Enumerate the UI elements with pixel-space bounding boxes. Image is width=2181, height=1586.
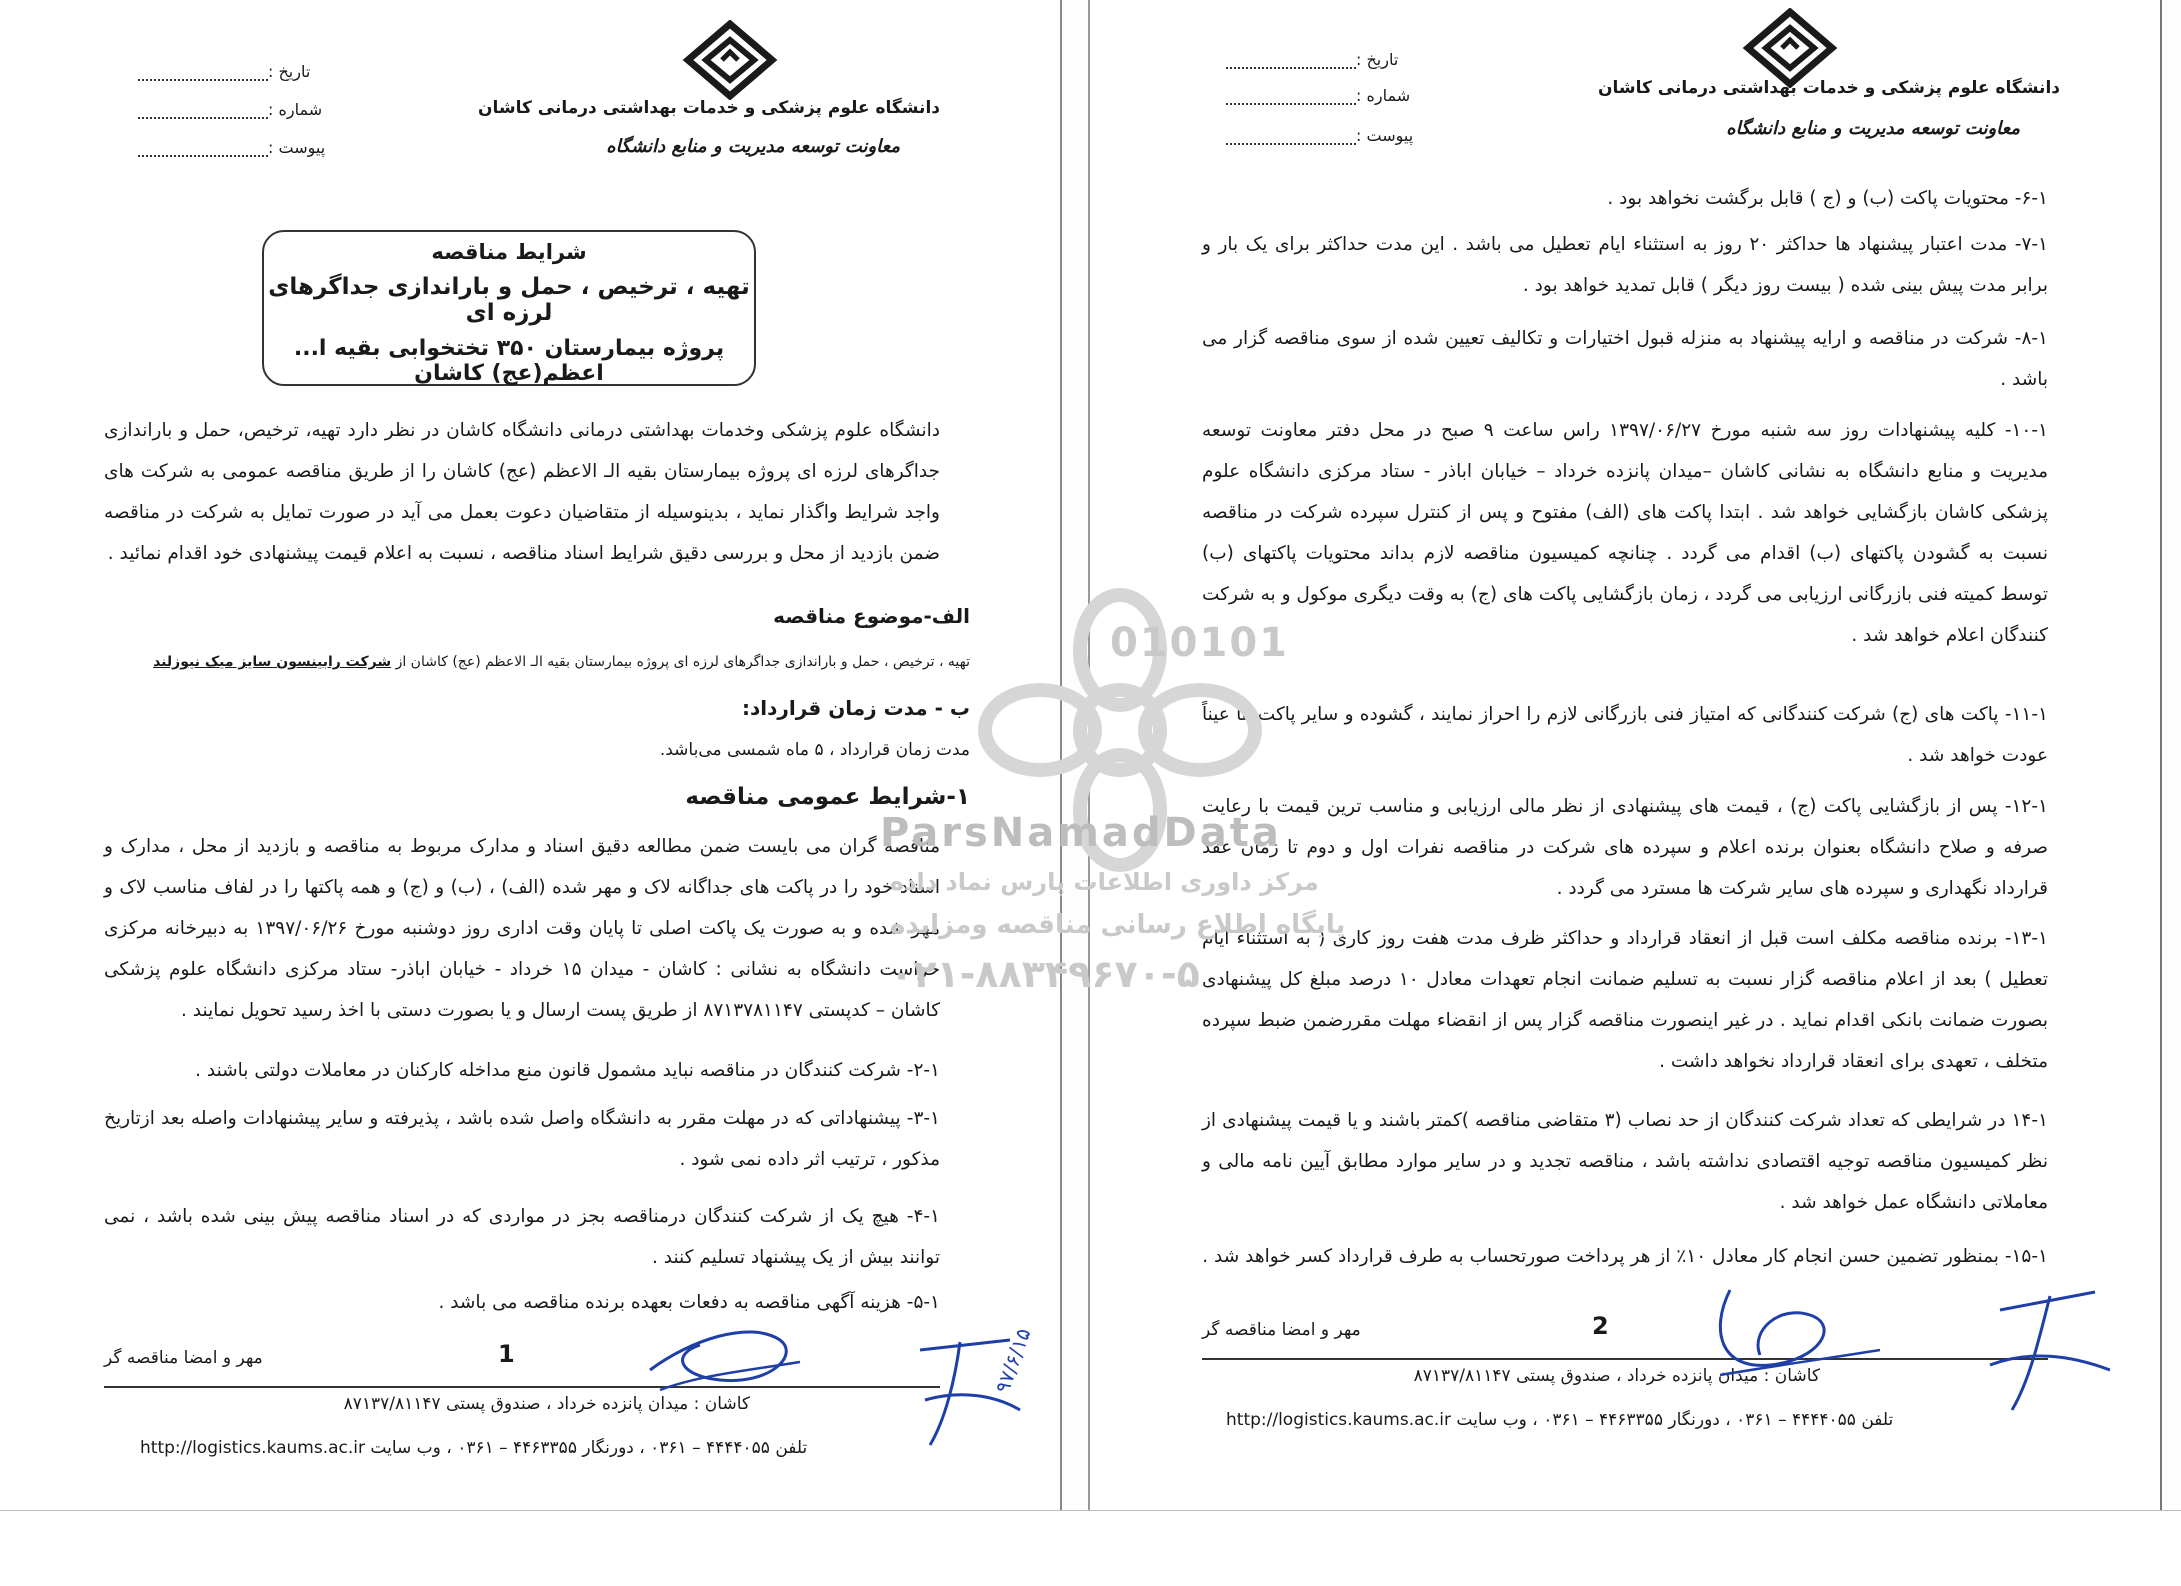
section-1-paragraph: مناقصه گران می بایست ضمن مطالعه دقیق اسناد و مدارک مربوط به مناقصه و بازدید از محل ، مدارک و اسناد خود را در پاکت های جداگانه لاک و مهر شده (الف) ، (ب) و (ج) و همه پاکتها را در لفاف مناسب لاک و مهر شده و به صورت یک پاکت اصلی تا پایان وقت اداری روز دوشنبه مورخ ۱۳۹۷/۰۶/۲۶ به دبیرخانه مرکزی حراست دانشگاه به نشانی : کاشان - میدان ۱۵ خرداد - خیابان اباذر- ستاد مرکزی دانشگاه علوم پزشکی کاشان – کدپستی ۸۷۱۳۷۸۱۱۴۷ از طریق پست ارسال و یا بصورت دستی با اخذ رسید تحویل نمایند .: [104, 836, 941, 1021]
date-row-2: [1216, 50, 1398, 69]
item-1-2: ۲-۱- شرکت کنندگان در مناقصه نباید مشمول قانون منع مداخله کارکنان در معاملات دولتی باشند .: [195, 1060, 940, 1081]
item-1-11: ۱۱-۱- پاکت های (ج) شرکت کنندگانی که امتیاز فنی بازرگانی لازم را احراز نمایند ، گشوده و سایر پاکت ها عیناً عودت خواهد شد .: [1202, 704, 2048, 766]
document-page-1: [0, 0, 1062, 1510]
footer-contact-2: [1226, 1410, 1893, 1430]
handwritten-date: ۹۷/۶/۱۵: [990, 1324, 1036, 1397]
attachment-field-line: [138, 155, 268, 157]
number-label-2: شماره :: [1356, 86, 1411, 105]
number-row: [128, 100, 322, 119]
attachment-row: [128, 138, 325, 157]
attachment-label-2: پیوست :: [1356, 126, 1414, 145]
department-name-2: معاونت توسعه مدیریت و منابع دانشگاه: [1726, 118, 2020, 139]
footer-phone-2: تلفن ۴۴۴۴۰۵۵ – ۰۳۶۱ ، دورنگار ۴۴۶۳۳۵۵ – ۰۳۶۱ ، وب سایت: [1456, 1410, 1894, 1430]
item-1-8: ۸-۱- شرکت در مناقصه و ارایه پیشنهاد به منزله قبول اختیارات و تکالیف تعیین شده از سوی مناقصه گزار می باشد .: [1202, 328, 2048, 390]
box-line-2: پروژه بیمارستان ۳۵۰ تختخوابی بقیه ا... اعظم(عج) کاشان: [293, 336, 725, 386]
section-1-title: ۱-شرایط عمومی مناقصه: [685, 784, 970, 810]
number-row-2: [1216, 86, 1410, 105]
university-name: دانشگاه علوم پزشکی و خدمات بهداشتی درمانی کاشان: [477, 98, 940, 118]
section-a-company: شرکت رابینسون سایز میک نیوزلند: [153, 654, 392, 670]
signature-label: مهر و امضا مناقصه گر: [104, 1348, 263, 1368]
item-1-4: ۴-۱- هیچ یک از شرکت کنندگان درمناقصه بجز در مواردی که در اسناد مناقصه پیش بینی شده باشد ، نمی توانند بیش از یک پیشنهاد تسلیم کنند .: [104, 1206, 940, 1268]
page-number-2: 2: [1592, 1312, 1609, 1340]
item-1-10: ۱۰-۱- کلیه پیشنهادات روز سه شنبه مورخ ۱۳۹۷/۰۶/۲۷ راس ساعت ۹ صبح در محل دفتر معاونت توسعه مدیریت و منابع دانشگاه به نشانی کاشان –میدان پانزده خرداد – خیابان اباذر - ستاد مرکزی دانشگاه علوم پزشکی کاشان بازگشایی خواهد شد . ابتدا پاکت های (الف) مفتوح و پس از کنترل سپرده شرکت در مناقصه نسبت به گشودن پاکتهای (ب) اقدام می گردد . چنانچه کمیسیون مناقصه لازم بداند محتویات پاکتهای (ب) توسط کمیته فنی بازرگانی ارزیابی می گردد ، زمان بازگشایی پاکت های (ج) به وقت دیگری موکول و به شرکت کنندگان اعلام خواهد شد .: [1202, 420, 2048, 646]
university-logo-icon: [682, 20, 778, 100]
item-1-12: ۱۲-۱- پس از بازگشایی پاکت (ج) ، قیمت های پیشنهادی از نظر مالی ارزیابی و مناسب ترین قیمت با رعایت صرفه و صلاح دانشگاه بعنوان برنده اعلام و سپرده های شرکت در مناقصه نفرات اول و دوم تا زمان عقد قرارداد نگهداری و سپرده های سایر شرکت ها مسترد می گردد .: [1202, 796, 2048, 899]
date-label-2: تاریخ :: [1356, 50, 1399, 69]
handwritten-signature-icon: [630, 1300, 810, 1420]
section-b-title: ب - مدت زمان قرارداد:: [741, 696, 970, 720]
number-label: شماره :: [268, 100, 323, 119]
footer-rule: [104, 1386, 940, 1388]
box-title: شرایط مناقصه: [431, 240, 587, 264]
intro-paragraph: دانشگاه علوم پزشکی وخدمات بهداشتی درمانی دانشگاه کاشان در نظر دارد تهیه، ترخیص، حمل و باراندازی جداگرهای لرزه ای پروژه بیمارستان بقیه الـ الاعظم (عج) کاشان را از طریق مناقصه عمومی به شرکت های واجد شرایط واگذار نماید ، بدینوسیله از متقاضیان دعوت بعمل می آید در صورت تمایل به شرکت در مناقصه ضمن بازدید از محل و بررسی دقیق شرایط اسناد مناقصه ، نسبت به اعلام قیمت پیشنهادی خود اقدام نمائید .: [104, 420, 940, 564]
watermark-brand: ParsNamadData: [880, 810, 1282, 856]
footer-website-link[interactable]: http://logistics.kaums.ac.ir: [140, 1438, 366, 1458]
item-1-3: ۳-۱- پیشنهاداتی که در مهلت مقرر به دانشگاه واصل شده باشد ، پذیرفته و سایر پیشنهادات واصله بعد ازتاریخ مذکور ، ترتیب اثر داده نمی شود .: [104, 1108, 940, 1170]
handwritten-signature-icon-2: [1690, 1270, 1890, 1400]
footer-phone: تلفن ۴۴۴۴۰۵۵ – ۰۳۶۱ ، دورنگار ۴۴۶۳۳۵۵ – ۰۳۶۱ ، وب سایت: [370, 1438, 808, 1458]
number-field-line: [138, 117, 268, 119]
footer-address: کاشان : میدان پانزده خرداد ، صندوق پستی ۸۷۱۳۷/۸۱۱۴۷: [343, 1394, 750, 1414]
attachment-row-2: [1216, 126, 1413, 145]
department-name: معاونت توسعه مدیریت و منابع دانشگاه: [606, 136, 900, 157]
box-line-1: تهیه ، ترخیص ، حمل و باراندازی جداگرهای لرزه ای: [268, 274, 750, 326]
attachment-label: پیوست :: [268, 138, 326, 157]
handwritten-initials-icon-2: [1970, 1280, 2120, 1420]
item-1-15: ۱۵-۱- بمنظور تضمین حسن انجام کار معادل ۱۰٪ از هر پرداخت صورتحساب به طرف قرارداد کسر خواهد شد .: [1202, 1246, 2048, 1267]
item-1-5: ۵-۱- هزینه آگهی مناقصه به دفعات بعهده برنده مناقصه می باشد .: [438, 1292, 940, 1313]
signature-label-2: مهر و امضا مناقصه گر: [1202, 1320, 1361, 1340]
page-number: 1: [498, 1340, 515, 1368]
footer-website-link-2[interactable]: http://logistics.kaums.ac.ir: [1226, 1410, 1452, 1430]
watermark-line-1: مرکز داوری اطلاعات پارس نماد داده: [890, 868, 1319, 896]
watermark-digits: 010101: [1110, 620, 1289, 666]
scan-bottom-margin: [0, 1510, 2181, 1586]
date-field-line: [138, 79, 268, 81]
item-1-7: ۷-۱- مدت اعتبار پیشنهاد ها حداکثر ۲۰ روز به استثناء ایام تعطیل می باشد . این مدت حداکثر برای یک بار و برابر مدت پیش بینی شده ( بیست روز دیگر ) قابل تمدید خواهد بود .: [1202, 234, 2048, 296]
item-1-6: ۶-۱- محتویات پاکت (ب) و (ج ) قابل برگشت نخواهد بود .: [1607, 188, 2048, 209]
item-1-14: ۱۴-۱ در شرایطی که تعداد شرکت کنندگان از حد نصاب (۳ متقاضی مناقصه )کمتر باشند و یا قیمت پیشنهادی از نظر کمیسیون مناقصه توجیه اقتصادی نداشته باشد ، مناقصه تجدید و در سایر موارد مطابق آیین نامه مالی و معاملاتی دانشگاه عمل خواهد شد .: [1202, 1110, 2048, 1213]
attachment-field-line-2: [1226, 143, 1356, 145]
university-logo-icon-2: [1742, 8, 1838, 88]
university-name-2: دانشگاه علوم پزشکی و خدمات بهداشتی درمانی کاشان: [1597, 78, 2060, 98]
date-field-line-2: [1226, 67, 1356, 69]
section-a-text: تهیه ، ترخیص ، حمل و باراندازی جداگرهای لرزه ای پروژه بیمارستان بقیه الـ الاعظم (عج) کاشان از شرکت رابینسون سایز میک نیوزلند: [153, 654, 970, 670]
footer-contact: [140, 1438, 807, 1458]
watermark-phone: ۰۲۱-۸۸۳۴۹۶۷۰-۵: [890, 952, 1200, 996]
footer-address-2: کاشان : میدان پانزده خرداد ، صندوق پستی ۸۷۱۳۷/۸۱۱۴۷: [1413, 1366, 1820, 1386]
section-b-text: مدت زمان قرارداد ، ۵ ماه شمسی می‌باشد.: [659, 740, 970, 760]
date-label: تاریخ :: [268, 62, 311, 81]
watermark-line-2: پایگاه اطلاع رسانی مناقصه ومزایده: [890, 910, 1346, 940]
footer-rule-2: [1202, 1358, 2048, 1360]
section-a-title: الف-موضوع مناقصه: [773, 604, 970, 628]
number-field-line-2: [1226, 103, 1356, 105]
date-row: [128, 62, 310, 81]
item-1-13: ۱۳-۱- برنده مناقصه مکلف است قبل از انعقاد قرارداد و حداکثر ظرف مدت هفت روز کاری ( به استثناء ایام تعطیل ) بعد از اعلام مناقصه گزار نسبت به تسلیم ضمانت انجام تعهدات معادل ۱۰ درصد مبلغ کل پیشنهادی بصورت ضمانت بانکی اقدام نماید . در غیر اینصورت مناقصه گزار پس از انقضاء مهلت مقررضمن ضبط سپرده متخلف ، تعهدی برای انعقاد قرارداد نخواهد داشت .: [1202, 928, 2048, 1072]
document-page-2: [1088, 0, 2162, 1510]
tender-title-box: [262, 230, 756, 386]
